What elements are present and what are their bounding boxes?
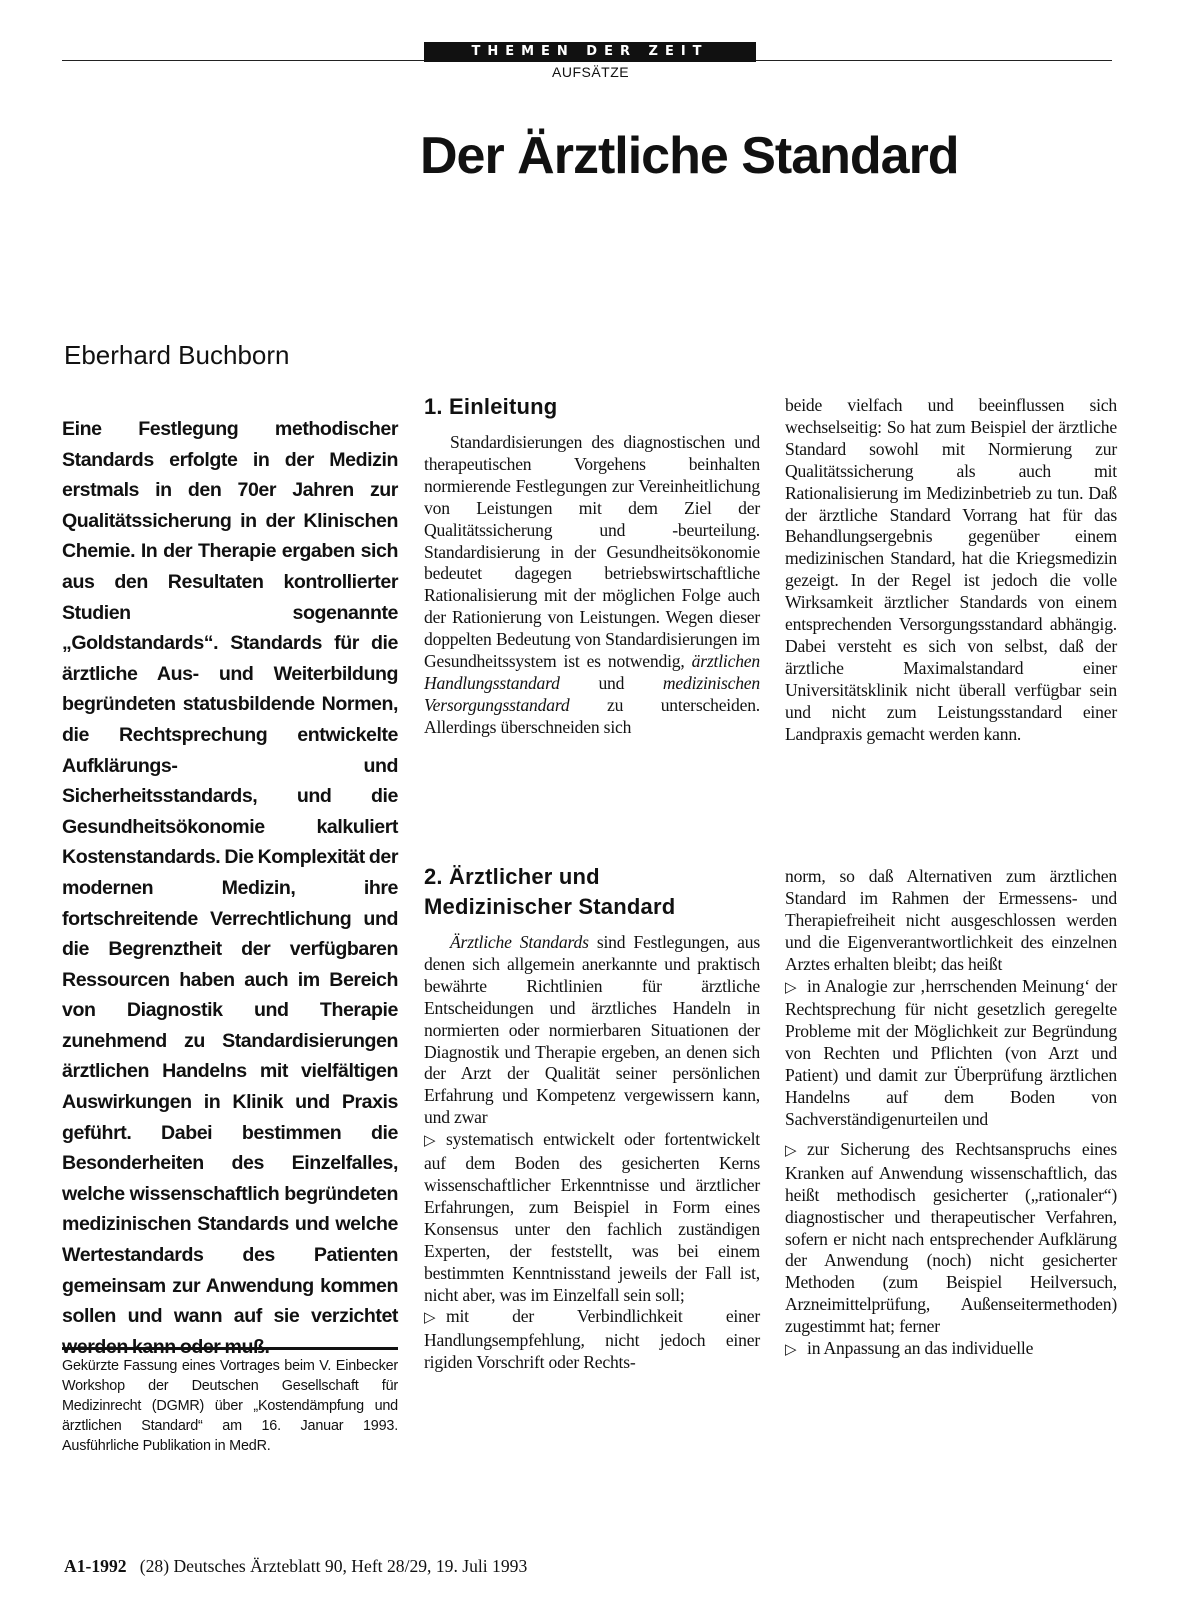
- bullet-item: ▷ in Analogie zur ‚herrschenden Meinung‘ der Rechtsprechung für nicht gesetzlich geregelte Probleme mit der Möglichkeit zur Begründung von Rechten und Pflichten (von Arzt und Patient) und damit zur Überprüfung ärztlichen Handelns auf dem Boden von Sachverständigenurteilen und: [785, 975, 1117, 1129]
- section-2-heading: [424, 862, 760, 922]
- page-number: A1-1992: [64, 1556, 127, 1576]
- section-2-heading-line-2: Medizinischer Standard: [424, 894, 676, 919]
- issue-info: (28) Deutsches Ärzteblatt 90, Heft 28/29, 19. Juli 1993: [139, 1556, 528, 1576]
- triangle-bullet-icon: ▷: [785, 1342, 797, 1359]
- section-1-continued: [785, 395, 1117, 746]
- bullet-item: ▷ mit der Verbindlichkeit einer Handlungsempfehlung, nicht jedoch einer rigiden Vorschrift oder Rechts-: [424, 1306, 760, 1373]
- bullet-item: ▷ zur Sicherung des Rechtsanspruchs eines Kranken auf Anwendung wissenschaftlich, das heißt methodisch gesicherter („rationaler“) diagnostischer und therapeutischer Verfahren, sofern er nicht nach entsprechender Aufklärung der Anwendung (noch) nicht gesicherter Methoden (zum Beispiel Heilversuch, Arzneimittelprüfung, Außenseitermethoden) zugestimmt hat; ferner: [785, 1138, 1117, 1337]
- section-label: AUFSÄTZE: [552, 64, 630, 80]
- bullet-item-continued: norm, so daß Alternativen zum ärztlichen Standard im Rahmen der Ermessens- und Therapiefreiheit nicht ausgeschlossen werden und die Eigenverantwortlichkeit des einzelnen Arztes erhalten bleibt; das heißt: [785, 866, 1117, 974]
- footnote-text: Gekürzte Fassung eines Vortrages beim V. Einbecker Workshop der Deutschen Gesellschaft für Medizinrecht (DGMR) über „Kostendämpfung und ärztlichen Standard“ am 16. Januar 1993. Ausführliche Publikation in MedR.: [62, 1358, 398, 1454]
- section-2-continued: [785, 866, 1117, 1362]
- article-title: Der Ärztliche Standard: [420, 127, 959, 185]
- triangle-bullet-icon: ▷: [424, 1310, 436, 1327]
- page-footer: [64, 1556, 527, 1577]
- section-1-paragraph: Standardisierungen des diagnostischen und therapeutischen Vorgehens beinhalten normierende Festlegungen zur Vereinheitlichung von Leistungen mit dem Ziel der Qualitätssicherung und -beurteilung. Standardisierung in der Gesundheitsökonomie bedeutet dagegen betriebswirtschaftliche Rationalisierung mit der möglichen Folge auch der Rationierung von Leistungen. Wegen dieser doppelten Bedeutung von Standardisierungen im Gesundheitssystem ist es notwendig, ärztlichen Handlungsstandard und medizinischen Versorgungsstandard zu unterscheiden. Allerdings überschneiden sich: [424, 432, 760, 737]
- section-2-definition: Ärztliche Standards sind Festlegungen, aus denen sich allgemein anerkannte und praktisch bewährte Richtlinien für ärztliche Entscheidungen und ärztliches Handeln in normierten oder normierbaren Situationen der Diagnostik und Therapie ergeben, an denen sich der Arzt der Qualität seiner persönlichen Erfahrung und Kompetenz vergewissern kann, und zwar: [424, 932, 760, 1128]
- section-1: [424, 392, 760, 739]
- triangle-bullet-icon: ▷: [785, 979, 797, 996]
- section-2-heading-line-1: 2. Ärztlicher und: [424, 864, 600, 889]
- author-name: Eberhard Buchborn: [64, 340, 290, 370]
- bullet-item: ▷ systematisch entwickelt oder fortentwickelt auf dem Boden des gesicherten Kerns wissenschaftlicher Erkenntnisse und ärztlicher Erfahrungen, zum Beispiel in Form eines Konsensus unter den fachlich zuständigen Experten, der feststellt, was bei einem bestimmten Kenntnisstand jeweils der Fall ist, nicht aber, was im Einzelfall sein soll;: [424, 1129, 760, 1305]
- abstract: [62, 414, 398, 1362]
- bullet-item: ▷ in Anpassung an das individuelle: [785, 1338, 1117, 1362]
- section-2: [424, 862, 760, 1374]
- triangle-bullet-icon: ▷: [424, 1133, 436, 1150]
- footnote: [62, 1356, 398, 1456]
- section-1-paragraph-continued: beide vielfach und beeinflussen sich wechselseitig: So hat zum Beispiel der ärztliche Standard sowohl mit Normierung zur Qualitätssicherung als auch mit Rationalisierung im Medizinbetrieb zu tun. Daß der ärztliche Standard Vorrang hat für das Behandlungsergebnis gegenüber einem medizinischen Standard, hat die Kriegsmedizin gezeigt. In der Regel ist jedoch die volle Wirksamkeit ärztlicher Standards von einem entsprechenden Versorgungsstandard abhängig. Dabei versteht es sich von selbst, daß der ärztliche Maximalstandard einer Universitätsklinik nicht überall verfügbar sein und nicht zum Leistungsstandard einer Landpraxis gemacht werden kann.: [785, 395, 1117, 744]
- rubric-label: THEMEN DER ZEIT: [424, 42, 756, 62]
- triangle-bullet-icon: ▷: [785, 1142, 797, 1159]
- abstract-text: Eine Festlegung methodischer Standards erfolgte in der Medizin erstmals in den 70er Jahren zur Qualitätssicherung in der Klinischen Chemie. In der Therapie ergaben sich aus den Resultaten kontrollierter Studien sogenannte „Goldstandards“. Standards für die ärztliche Aus- und Weiterbildung begründeten statusbildende Normen, die Rechtsprechung entwickelte Aufklärungs- und Sicherheitsstandards, und die Gesundheitsökonomie kalkuliert Kostenstandards. Die Komplexität der modernen Medizin, ihre fortschreitende Verrechtlichung und die Begrenztheit der verfügbaren Ressourcen haben auch im Bereich von Diagnostik und Therapie zunehmend zu Standardisierungen ärztlichen Handelns mit vielfältigen Auswirkungen in Klinik und Praxis geführt. Dabei bestimmen die Besonderheiten des Einzelfalles, welche wissenschaftlich begründeten medizinischen Standards und welche Wertestandards des Patienten gemeinsam zur Anwendung kommen sollen und wann auf sie verzichtet werden kann oder muß.: [62, 418, 398, 1358]
- footnote-rule: [62, 1347, 398, 1350]
- section-1-heading: 1. Einleitung: [424, 394, 558, 419]
